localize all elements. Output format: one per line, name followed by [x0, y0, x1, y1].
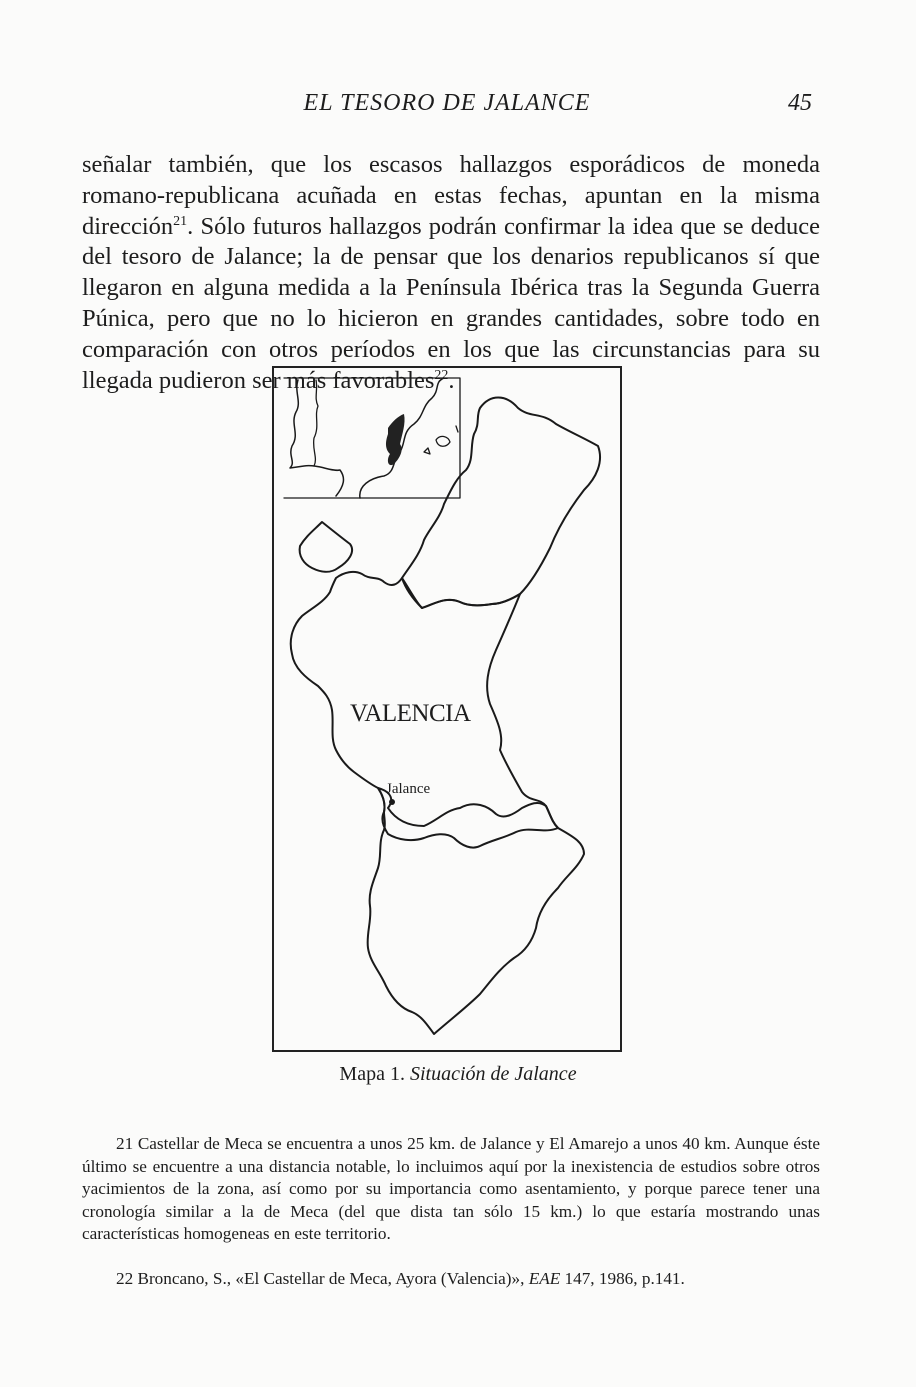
footnote-22: [82, 1268, 820, 1291]
footnote-22-journal: EAE: [528, 1269, 561, 1288]
running-title: EL TESORO DE JALANCE: [303, 90, 591, 116]
inset-region-highlight: [386, 414, 405, 465]
footnote-22-author: Broncano, S., «El Castellar de Meca, Ayora (Valencia)»,: [137, 1269, 525, 1288]
map-figure: [272, 366, 622, 1052]
page-header: [82, 90, 812, 124]
inset-coastline: [290, 378, 444, 498]
footnote-ref-22[interactable]: 22: [434, 367, 449, 383]
enclave-ademuz: [300, 522, 352, 572]
paragraph-end: .: [448, 366, 455, 394]
figure-caption: [0, 1063, 916, 1086]
footnote-22-number: 22: [116, 1269, 134, 1288]
province-alicante: [368, 788, 584, 1034]
map-label-valencia: VALENCIA: [350, 700, 471, 727]
footnote-21-number: 21: [116, 1134, 134, 1153]
footnote-21-text: Castellar de Meca se encuentra a unos 25 km. de Jalance y El Amarejo a unos 40 km. Aunque éste último se encuentre a una distancia notable, lo incluimos aquí por la inexistencia de estudios sobre otros yacimientos de la zona, así como por su importancia como asentamiento, y porque parece tener una cronología similar a la de Meca (del que dista tan sólo 15 km.) lo que estaría mostrando unas características homogeneas en este territorio.: [82, 1134, 820, 1243]
inset-border: [314, 380, 318, 466]
province-castellon: [402, 398, 600, 609]
footnote-21: [82, 1133, 820, 1246]
paragraph-text-2: . Sólo futuros hallazgos podrán confirmar la idea que se deduce del tesoro de Jalance; la de pensar que los denarios republicanos sí que llegaron en alguna medida a la Península Ibérica tras la Segunda Guerra Púnica, pero que no lo hicieron en grandes cantidades, sobre todo en comparación con otros períodos en los que las circunstancias para su llegada pudieron ser más favorables: [82, 212, 820, 394]
caption-title: Situación de Jalance: [409, 1063, 577, 1085]
inset-islands: [424, 426, 458, 454]
page-number: 45: [788, 90, 812, 116]
footnote-ref-21[interactable]: 21: [173, 213, 188, 229]
map-label-jalance: Jalance: [386, 781, 431, 797]
jalance-marker: [389, 799, 395, 805]
caption-prefix: Mapa 1.: [339, 1063, 405, 1085]
body-paragraph: [82, 150, 820, 396]
footnote-22-rest: 147, 1986, p.141.: [564, 1269, 685, 1288]
paragraph-text-1: señalar también, que los escasos hallazgos esporádicos de moneda romano-republicana acuñada en estas fechas, apuntan en la misma dirección: [82, 151, 820, 240]
